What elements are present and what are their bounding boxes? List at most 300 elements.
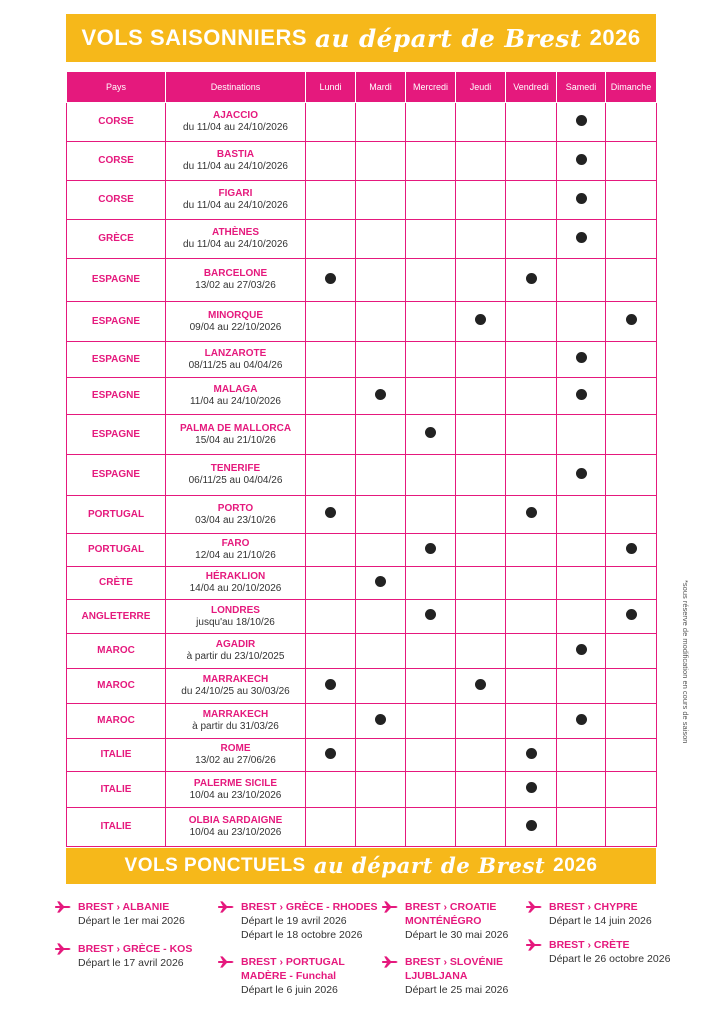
section-script: au départ de Brest [313, 853, 546, 879]
table-row [67, 739, 657, 772]
flight-day-dot [526, 507, 537, 518]
flight-day-dot [375, 714, 386, 725]
flight-item [405, 955, 508, 997]
country-cell: ESPAGNE [67, 455, 166, 496]
plane-icon [381, 956, 398, 968]
day-cell [356, 808, 406, 847]
destination-cell [166, 259, 306, 302]
table-row [67, 302, 657, 342]
destination-city: PALERME SICILE [193, 777, 278, 789]
day-cell [456, 220, 506, 259]
day-cell [306, 704, 356, 739]
day-cell [557, 220, 606, 259]
day-cell [557, 342, 606, 378]
column-header: Dimanche [606, 72, 657, 103]
day-cell [356, 302, 406, 342]
destination-dates: 08/11/25 au 04/04/26 [188, 359, 283, 371]
schedule-table [66, 71, 657, 847]
country-cell: CORSE [67, 103, 166, 142]
day-cell [506, 808, 557, 847]
flight-day-dot [576, 389, 587, 400]
day-cell [306, 496, 356, 534]
day-cell [356, 342, 406, 378]
flight-date: Départ le 1er mai 2026 [78, 915, 185, 927]
flight-item [549, 938, 670, 966]
day-cell [406, 669, 456, 704]
country-cell: ESPAGNE [67, 259, 166, 302]
day-cell [356, 567, 406, 600]
destination-cell [166, 808, 306, 847]
day-cell [356, 259, 406, 302]
country-cell: MAROC [67, 704, 166, 739]
day-cell [506, 739, 557, 772]
header-title: VOLS SAISONNIERS [81, 25, 308, 50]
flight-day-dot [576, 115, 587, 126]
day-cell [356, 704, 406, 739]
day-cell [506, 142, 557, 181]
day-cell [356, 600, 406, 634]
destination-city: OLBIA SARDAIGNE [188, 815, 283, 826]
day-cell [606, 704, 657, 739]
day-cell [557, 669, 606, 704]
day-cell [606, 142, 657, 181]
day-cell [557, 772, 606, 808]
destination-cell [166, 378, 306, 415]
country-cell: MAROC [67, 669, 166, 704]
day-cell [606, 808, 657, 847]
table-row [67, 634, 657, 669]
destination-cell [166, 181, 306, 220]
destination-cell [166, 455, 306, 496]
destination-dates: 15/04 au 21/10/26 [195, 434, 276, 446]
destination-dates: 11/04 au 24/10/2026 [189, 396, 281, 407]
day-cell [557, 378, 606, 415]
day-cell [557, 808, 606, 847]
day-cell [557, 634, 606, 669]
destination-dates: 13/02 au 27/06/26 [195, 755, 276, 766]
destination-city: BARCELONE [203, 268, 268, 279]
table-row [67, 378, 657, 415]
day-cell [406, 103, 456, 142]
day-cell [306, 634, 356, 669]
country-cell: ESPAGNE [67, 342, 166, 378]
day-cell [557, 302, 606, 342]
day-cell [557, 496, 606, 534]
day-cell [456, 808, 506, 847]
destination-city: ROME [220, 743, 251, 754]
flight-day-dot [576, 232, 587, 243]
column-header: Pays [67, 72, 166, 103]
day-cell [506, 181, 557, 220]
day-cell [306, 259, 356, 302]
flight-day-dot [526, 820, 537, 831]
day-cell [406, 342, 456, 378]
day-cell [306, 415, 356, 455]
day-cell [406, 220, 456, 259]
day-cell [456, 259, 506, 302]
country-cell: CORSE [67, 181, 166, 220]
day-cell [306, 455, 356, 496]
destination-city: ATHÈNES [211, 227, 260, 238]
day-cell [606, 302, 657, 342]
flight-destination: BREST › ALBANIE [78, 901, 170, 913]
day-cell [306, 378, 356, 415]
day-cell [506, 220, 557, 259]
day-cell [406, 534, 456, 567]
flight-day-dot [425, 543, 436, 554]
destination-dates: 10/04 au 23/10/2026 [189, 789, 282, 801]
flight-date: Départ le 25 mai 2026 [405, 984, 509, 996]
table-row [67, 220, 657, 259]
day-cell [606, 378, 657, 415]
day-cell [306, 739, 356, 772]
day-cell [456, 567, 506, 600]
destination-cell [166, 704, 306, 739]
section-title: VOLS PONCTUELS [124, 855, 306, 876]
column-header: Lundi [306, 72, 356, 103]
destination-dates: jusqu'au 18/10/26 [196, 616, 275, 628]
flight-day-dot [375, 576, 386, 587]
day-cell [406, 142, 456, 181]
plane-icon [217, 901, 234, 913]
destination-cell [166, 415, 306, 455]
day-cell [306, 534, 356, 567]
flight-day-dot [475, 679, 486, 690]
flight-day-dot [526, 748, 537, 759]
column-header: Mardi [356, 72, 406, 103]
day-cell [456, 103, 506, 142]
day-cell [557, 704, 606, 739]
day-cell [306, 772, 356, 808]
day-cell [506, 772, 557, 808]
flight-day-dot [325, 507, 336, 518]
destination-city: AJACCIO [212, 110, 258, 121]
day-cell [356, 220, 406, 259]
plane-icon [525, 901, 542, 913]
flight-day-dot [425, 427, 436, 438]
day-cell [606, 739, 657, 772]
day-cell [506, 534, 557, 567]
table-row [67, 142, 657, 181]
column-header: Vendredi [506, 72, 557, 103]
day-cell [406, 181, 456, 220]
destination-city: PALMA DE MALLORCA [179, 422, 292, 434]
destination-cell [166, 739, 306, 772]
destination-cell [166, 534, 306, 567]
table-row [67, 342, 657, 378]
flight-day-dot [576, 714, 587, 725]
destination-dates: à partir du 23/10/2025 [186, 651, 285, 662]
day-cell [456, 378, 506, 415]
day-cell [557, 181, 606, 220]
day-cell [557, 600, 606, 634]
destination-dates: 12/04 au 21/10/26 [195, 550, 276, 561]
plane-icon [54, 901, 71, 913]
destination-cell [166, 220, 306, 259]
day-cell [606, 342, 657, 378]
day-cell [306, 567, 356, 600]
day-cell [306, 808, 356, 847]
day-cell [456, 342, 506, 378]
flight-date: Départ le 30 mai 2026 [405, 929, 509, 941]
table-row [67, 704, 657, 739]
flight-item [405, 900, 508, 942]
column-header: Jeudi [456, 72, 506, 103]
day-cell [406, 600, 456, 634]
flight-day-dot [325, 748, 336, 759]
flight-date: Départ le 6 juin 2026 [241, 984, 338, 996]
column-header: Mercredi [406, 72, 456, 103]
day-cell [506, 302, 557, 342]
destination-cell [166, 496, 306, 534]
day-cell [406, 378, 456, 415]
destination-city: AGADIR [215, 639, 256, 650]
day-cell [306, 181, 356, 220]
destination-city: LONDRES [211, 604, 260, 616]
destination-dates: 03/04 au 23/10/26 [195, 514, 276, 526]
day-cell [506, 669, 557, 704]
side-note: *sous réserve de modification en cours de saison [681, 580, 690, 744]
destination-city: FARO [221, 538, 250, 549]
flight-destination: BREST › CHYPRE [549, 901, 638, 913]
section-year: 2026 [553, 855, 598, 876]
day-cell [456, 142, 506, 181]
flight-day-dot [526, 782, 537, 793]
flight-day-dot [526, 273, 537, 284]
day-cell [456, 302, 506, 342]
header-year: 2026 [589, 25, 641, 50]
flight-day-dot [576, 193, 587, 204]
table-row [67, 808, 657, 847]
table-row [67, 181, 657, 220]
day-cell [456, 634, 506, 669]
flight-day-dot [626, 609, 637, 620]
day-cell [506, 704, 557, 739]
flight-item [241, 955, 345, 997]
destination-dates: du 11/04 au 24/10/2026 [183, 200, 288, 211]
destination-cell [166, 600, 306, 634]
day-cell [456, 669, 506, 704]
day-cell [557, 567, 606, 600]
day-cell [506, 259, 557, 302]
day-cell [406, 496, 456, 534]
day-cell [506, 103, 557, 142]
destination-dates: 09/04 au 22/10/2026 [189, 321, 282, 333]
destination-cell [166, 634, 306, 669]
table-row [67, 415, 657, 455]
day-cell [506, 600, 557, 634]
flight-date: Départ le 18 octobre 2026 [241, 929, 363, 941]
day-cell [456, 600, 506, 634]
flight-date: Départ le 14 juin 2026 [549, 915, 652, 927]
table-row [67, 534, 657, 567]
destination-dates: à partir du 31/03/26 [192, 721, 279, 732]
destination-dates: 14/04 au 20/10/2026 [189, 583, 282, 594]
flight-day-dot [325, 273, 336, 284]
day-cell [506, 455, 557, 496]
flight-destination: BREST › CROATIE MONTÉNÉGRO [405, 901, 497, 927]
destination-cell [166, 142, 306, 181]
destination-dates: du 24/10/25 au 30/03/26 [181, 686, 290, 697]
destination-cell [166, 342, 306, 378]
flight-item [78, 942, 192, 970]
country-cell: ESPAGNE [67, 415, 166, 455]
table-header-row [67, 72, 657, 103]
day-cell [557, 259, 606, 302]
column-header: Destinations [166, 72, 306, 103]
day-cell [506, 342, 557, 378]
flight-day-dot [576, 352, 587, 363]
country-cell: ANGLETERRE [67, 600, 166, 634]
day-cell [306, 220, 356, 259]
day-cell [506, 415, 557, 455]
flight-item [241, 900, 378, 942]
day-cell [606, 496, 657, 534]
destination-cell [166, 772, 306, 808]
day-cell [606, 103, 657, 142]
flight-day-dot [475, 314, 486, 325]
flight-day-dot [375, 389, 386, 400]
day-cell [356, 534, 406, 567]
destination-city: MARRAKECH [202, 674, 269, 685]
day-cell [406, 302, 456, 342]
day-cell [306, 103, 356, 142]
day-cell [606, 220, 657, 259]
day-cell [306, 302, 356, 342]
country-cell: PORTUGAL [67, 496, 166, 534]
day-cell [356, 496, 406, 534]
destination-dates: du 11/04 au 24/10/2026 [183, 239, 288, 250]
day-cell [456, 534, 506, 567]
day-cell [506, 567, 557, 600]
header-banner [66, 14, 656, 62]
destination-cell [166, 302, 306, 342]
destination-city: BASTIA [216, 149, 255, 160]
day-cell [606, 534, 657, 567]
day-cell [606, 567, 657, 600]
day-cell [606, 415, 657, 455]
day-cell [456, 739, 506, 772]
day-cell [456, 181, 506, 220]
destination-city: MARRAKECH [202, 709, 269, 720]
destination-dates: 10/04 au 23/10/2026 [189, 827, 282, 838]
destination-city: LANZAROTE [204, 347, 267, 359]
day-cell [606, 772, 657, 808]
flight-day-dot [626, 314, 637, 325]
column-header: Samedi [557, 72, 606, 103]
plane-icon [381, 901, 398, 913]
day-cell [606, 181, 657, 220]
destination-cell [166, 669, 306, 704]
destination-city: TENERIFE [210, 463, 261, 474]
country-cell: ESPAGNE [67, 378, 166, 415]
day-cell [356, 739, 406, 772]
flight-destination: BREST › SLOVÉNIE LJUBLJANA [405, 956, 504, 982]
table-row [67, 496, 657, 534]
day-cell [406, 634, 456, 669]
country-cell: ITALIE [67, 739, 166, 772]
day-cell [557, 415, 606, 455]
day-cell [557, 534, 606, 567]
destination-cell [166, 103, 306, 142]
day-cell [606, 455, 657, 496]
day-cell [356, 378, 406, 415]
flight-day-dot [576, 468, 587, 479]
day-cell [557, 142, 606, 181]
table-row [67, 455, 657, 496]
destination-city: MALAGA [213, 384, 258, 395]
day-cell [606, 600, 657, 634]
destination-dates: 06/11/25 au 04/04/26 [188, 475, 283, 486]
flight-day-dot [425, 609, 436, 620]
day-cell [306, 600, 356, 634]
flight-destination: BREST › CRÈTE [549, 939, 630, 951]
day-cell [506, 496, 557, 534]
country-cell: MAROC [67, 634, 166, 669]
day-cell [356, 634, 406, 669]
destination-dates: 13/02 au 27/03/26 [195, 280, 276, 291]
day-cell [606, 259, 657, 302]
day-cell [606, 634, 657, 669]
destination-city: FIGARI [218, 188, 253, 199]
day-cell [406, 808, 456, 847]
country-cell: CRÈTE [67, 567, 166, 600]
table-row [67, 600, 657, 634]
day-cell [456, 415, 506, 455]
day-cell [406, 772, 456, 808]
day-cell [606, 669, 657, 704]
country-cell: ITALIE [67, 772, 166, 808]
table-row [67, 567, 657, 600]
country-cell: CORSE [67, 142, 166, 181]
day-cell [406, 259, 456, 302]
header-script: au départ de Brest [315, 23, 582, 53]
destination-dates: du 11/04 au 24/10/2026 [183, 122, 288, 133]
day-cell [456, 455, 506, 496]
table-row [67, 103, 657, 142]
day-cell [506, 634, 557, 669]
flight-day-dot [626, 543, 637, 554]
day-cell [406, 415, 456, 455]
flight-date: Départ le 26 octobre 2026 [549, 953, 671, 965]
table-row [67, 669, 657, 704]
flight-destination: BREST › GRÈCE - RHODES [241, 901, 378, 913]
day-cell [406, 567, 456, 600]
plane-icon [54, 943, 71, 955]
day-cell [356, 142, 406, 181]
country-cell: GRÈCE [67, 220, 166, 259]
day-cell [356, 181, 406, 220]
day-cell [557, 103, 606, 142]
destination-city: HÉRAKLION [205, 571, 266, 582]
country-cell: ITALIE [67, 808, 166, 847]
day-cell [306, 342, 356, 378]
day-cell [456, 496, 506, 534]
day-cell [557, 455, 606, 496]
flight-destination: BREST › GRÈCE - KOS [78, 943, 193, 955]
plane-icon [525, 939, 542, 951]
flight-day-dot [576, 644, 587, 655]
day-cell [456, 772, 506, 808]
flight-destination: BREST › PORTUGAL MADÈRE - Funchal [241, 956, 345, 982]
destination-cell [166, 567, 306, 600]
day-cell [356, 455, 406, 496]
day-cell [356, 669, 406, 704]
day-cell [406, 704, 456, 739]
flight-day-dot [576, 154, 587, 165]
destination-city: MINORQUE [208, 309, 263, 321]
country-cell: PORTUGAL [67, 534, 166, 567]
